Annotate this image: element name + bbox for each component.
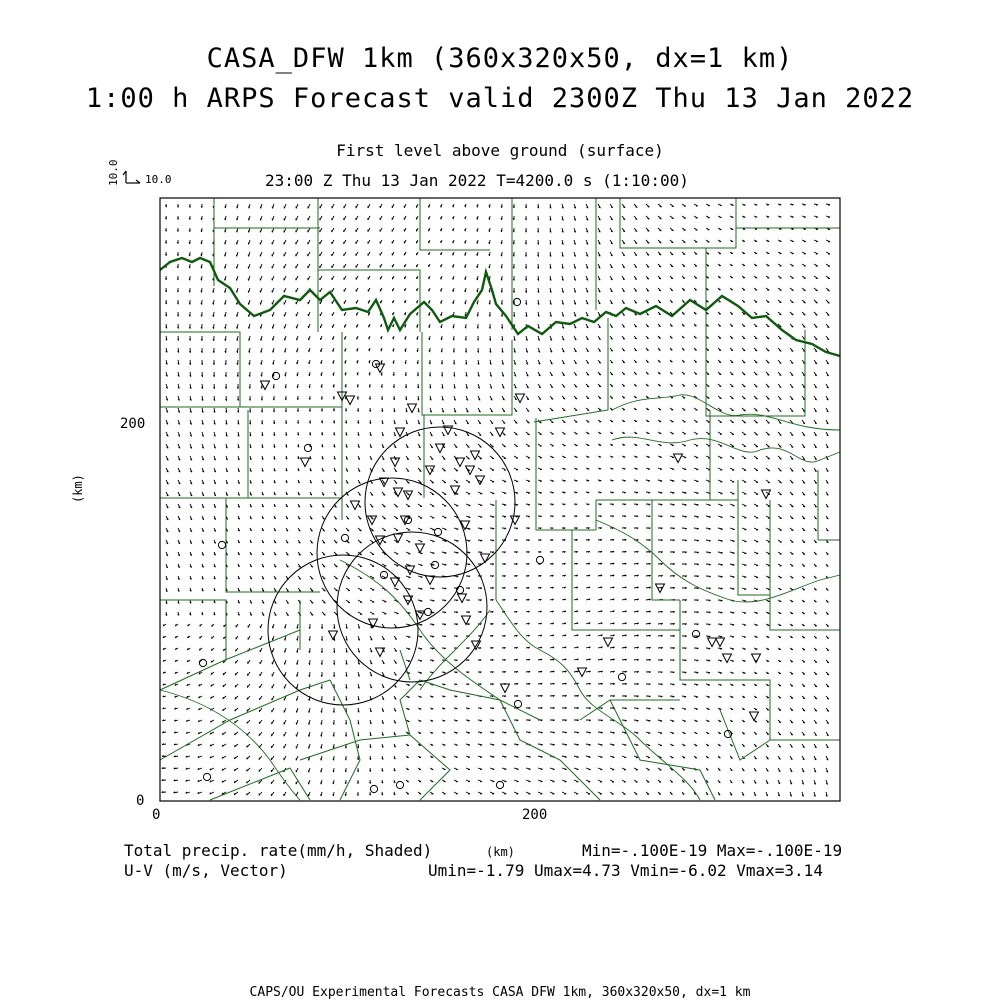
station-triangle-marker	[476, 476, 485, 485]
station-triangle-marker	[351, 501, 360, 510]
station-triangle-marker	[426, 466, 435, 475]
vector-min-max: Umin=-1.79 Umax=4.73 Vmin=-6.02 Vmax=3.14	[428, 861, 823, 880]
red-river-boundary	[160, 258, 840, 356]
field-min-max: Min=-.100E-19 Max=-.100E-19	[582, 841, 843, 860]
station-triangle-marker	[716, 638, 725, 647]
station-triangle-marker	[604, 638, 613, 647]
station-circle-marker	[199, 659, 206, 666]
station-circle-marker	[514, 700, 521, 707]
station-triangle-marker	[396, 428, 405, 437]
station-triangle-marker	[329, 631, 338, 640]
y-tick-200: 200	[120, 416, 146, 432]
station-triangle-marker	[481, 554, 490, 563]
valid-time-info: 23:00 Z Thu 13 Jan 2022 T=4200.0 s (1:10:00)	[265, 171, 689, 190]
plot-title-line1: CASA_DFW 1km (360x320x50, dx=1 km)	[206, 43, 794, 74]
station-markers	[199, 298, 770, 792]
station-circle-marker	[370, 785, 377, 792]
station-circle-marker	[341, 534, 348, 541]
station-triangle-marker	[750, 712, 759, 721]
station-triangle-marker	[394, 534, 403, 543]
credit-footer: CAPS/OU Experimental Forecasts CASA DFW 1km, 360x320x50, dx=1 km	[249, 985, 751, 1000]
reference-vector-value-vertical: 10.0	[107, 159, 120, 186]
plot-title-line2: 1:00 h ARPS Forecast valid 2300Z Thu 13 Jan 2022	[85, 83, 915, 114]
station-triangle-marker	[501, 684, 510, 693]
station-triangle-marker	[516, 394, 525, 403]
station-triangle-marker	[471, 451, 480, 460]
station-triangle-marker	[462, 616, 471, 625]
station-triangle-marker	[301, 458, 310, 467]
vector-label: U-V (m/s, Vector)	[124, 861, 288, 880]
y-axis-unit: (km)	[71, 474, 85, 503]
radar-range-rings	[268, 427, 515, 705]
x-tick-200: 200	[522, 807, 548, 823]
station-circle-marker	[618, 673, 625, 680]
field-label: Total precip. rate(mm/h, Shaded)	[124, 841, 433, 860]
station-triangle-marker	[404, 491, 413, 500]
station-circle-marker	[218, 541, 225, 548]
station-triangle-marker	[376, 364, 385, 373]
reference-vector-value-horizontal: 10.0	[145, 173, 172, 186]
station-triangle-marker	[578, 668, 587, 677]
x-tick-0: 0	[152, 807, 161, 823]
radar-ring-1	[365, 427, 515, 577]
reference-vector-icon	[123, 171, 140, 183]
x-axis-unit: (km)	[486, 845, 515, 859]
station-triangle-marker	[346, 396, 355, 405]
level-label: First level above ground (surface)	[336, 141, 664, 160]
station-circle-marker	[304, 444, 311, 451]
station-triangle-marker	[408, 404, 417, 413]
station-triangle-marker	[416, 544, 425, 553]
rivers	[160, 395, 840, 800]
station-triangle-marker	[656, 584, 665, 593]
station-triangle-marker	[496, 428, 505, 437]
station-triangle-marker	[723, 654, 732, 663]
station-triangle-marker	[458, 594, 467, 603]
station-circle-marker	[724, 730, 731, 737]
station-triangle-marker	[674, 454, 683, 463]
station-circle-marker	[434, 528, 441, 535]
station-triangle-marker	[708, 638, 717, 647]
station-triangle-marker	[451, 486, 460, 495]
y-tick-0: 0	[136, 793, 145, 809]
station-circle-marker	[203, 773, 210, 780]
station-circle-marker	[692, 630, 699, 637]
station-circle-marker	[496, 781, 503, 788]
station-circle-marker	[380, 571, 387, 578]
station-circle-marker	[396, 781, 403, 788]
station-circle-marker	[536, 556, 543, 563]
